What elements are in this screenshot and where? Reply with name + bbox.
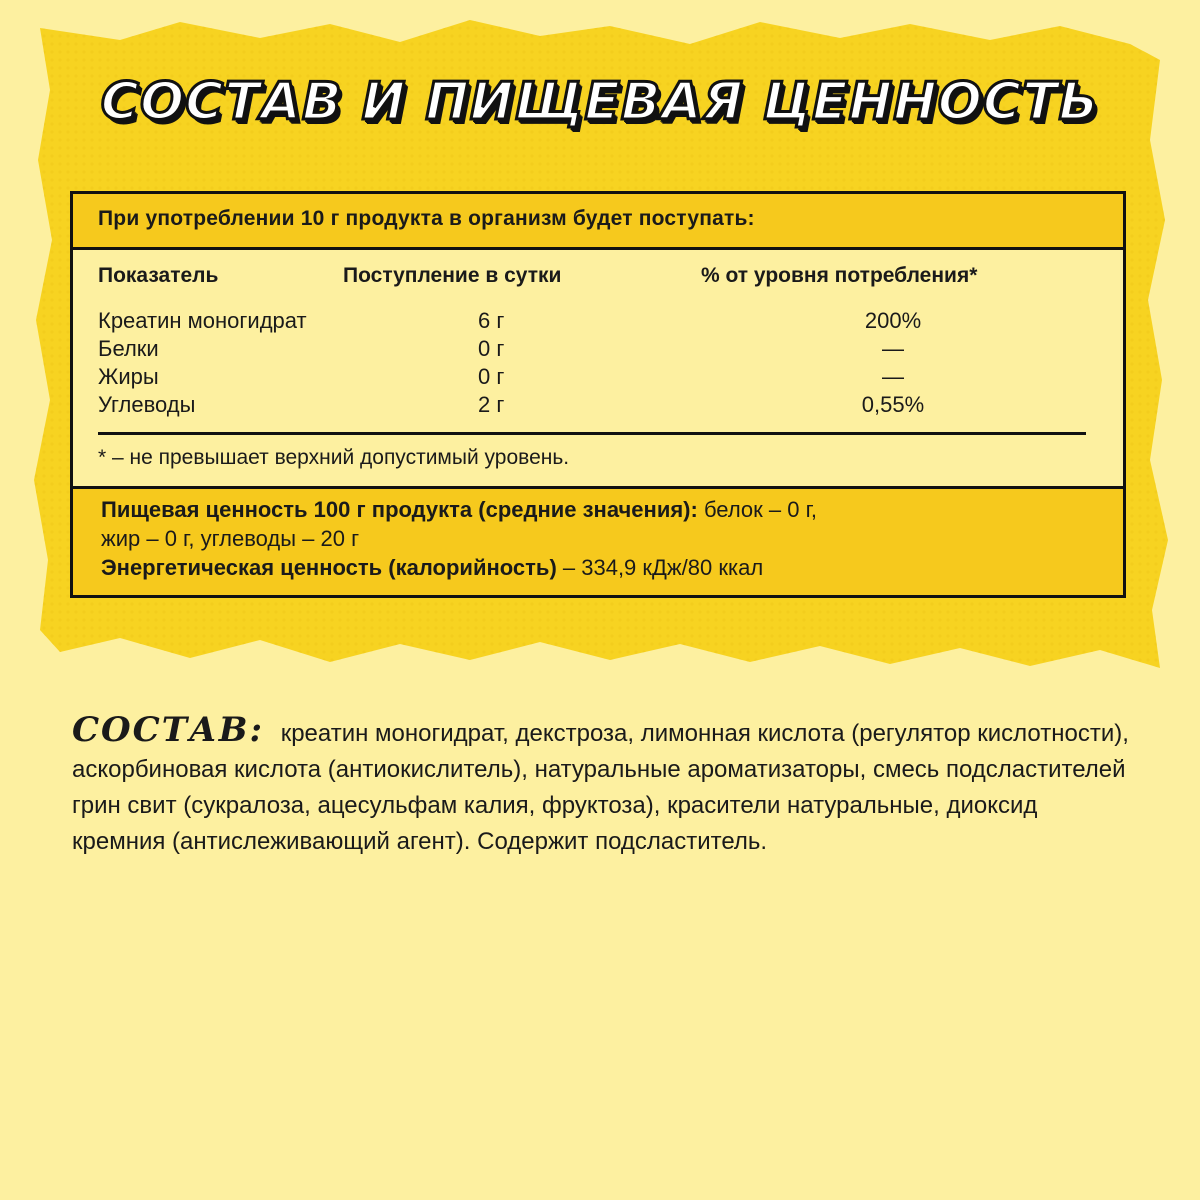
row-percent: —	[882, 336, 904, 361]
row-percent: —	[882, 364, 904, 389]
page-title: СОСТАВ И ПИЩЕВАЯ ЦЕННОСТЬ	[100, 72, 1100, 132]
table-divider	[98, 432, 1086, 435]
table-row	[73, 392, 1123, 420]
row-percent: 0,55%	[861, 392, 925, 417]
column-indicator: Показатель	[98, 264, 219, 287]
column-percent-intake: % от уровня потребления*	[701, 264, 978, 287]
row-daily: 0 г	[478, 336, 505, 361]
composition-section	[72, 712, 1132, 860]
table-rows	[73, 308, 1123, 420]
row-daily: 0 г	[478, 364, 505, 389]
table-footnote: * – не превышает верхний допустимый уровень.	[98, 446, 570, 469]
energy-label: Энергетическая ценность (калорийность)	[101, 555, 557, 580]
nutrition-line	[101, 495, 1103, 524]
nutrition-value-1: белок – 0 г,	[697, 497, 818, 522]
table-row	[73, 308, 1123, 336]
row-name: Креатин моногидрат	[98, 308, 307, 333]
row-name: Белки	[98, 336, 159, 361]
nutrition-table	[70, 191, 1126, 598]
row-name: Углеводы	[98, 392, 196, 417]
energy-line	[101, 553, 1103, 582]
row-percent: 200%	[864, 308, 922, 333]
nutrition-value-2: жир – 0 г, углеводы – 20 г	[101, 526, 360, 551]
row-daily: 2 г	[478, 392, 505, 417]
table-row	[73, 364, 1123, 392]
table-header: При употреблении 10 г продукта в организм будет поступать:	[73, 194, 1123, 250]
row-name: Жиры	[98, 364, 159, 389]
composition-label: СОСТАВ:	[72, 710, 265, 750]
table-row	[73, 336, 1123, 364]
nutrition-summary	[73, 486, 1123, 595]
row-daily: 6 г	[478, 308, 505, 333]
composition-text: креатин моногидрат, декстроза, лимонная кислота (регулятор кислотности), аскорбиновая кислота (антиокислитель), натуральные ароматизаторы, смесь подсластителей грин свит (сукралоза, ацесульфам калия, фруктоза), красители натуральные, диоксид кремния (антислеживающий агент). Содержит подсластитель.	[72, 720, 1129, 855]
energy-value: – 334,9 кДж/80 ккал	[556, 555, 764, 580]
nutrition-label: Пищевая ценность 100 г продукта (средние значения):	[101, 497, 698, 522]
column-daily-intake: Поступление в сутки	[343, 264, 562, 287]
